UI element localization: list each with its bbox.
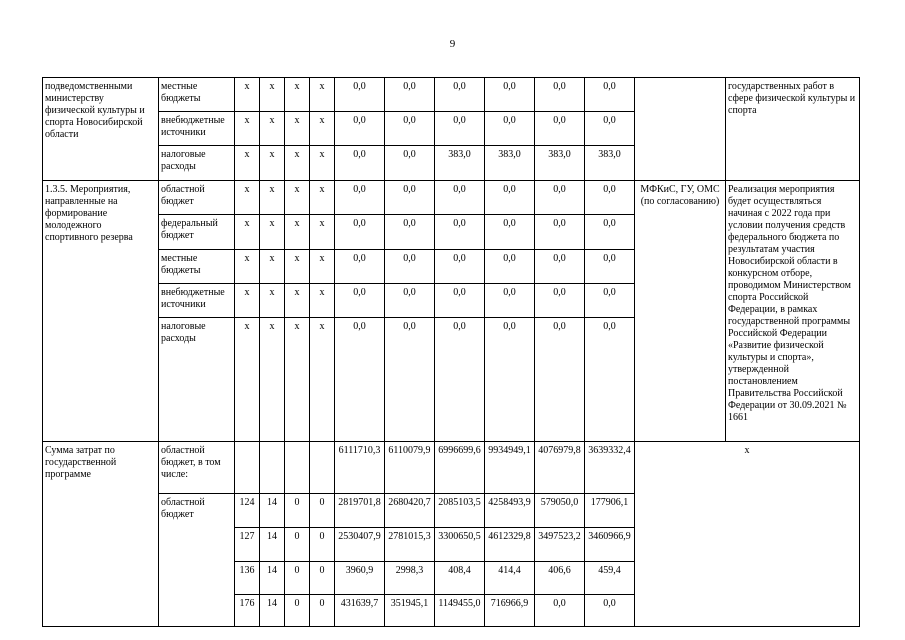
code-cell: x <box>285 112 310 146</box>
table-row <box>43 442 860 494</box>
value-cell: 0,0 <box>585 181 635 215</box>
value-cell: 0,0 <box>585 595 635 627</box>
value-cell: 0,0 <box>585 112 635 146</box>
value-cell: 0,0 <box>385 250 435 284</box>
value-cell: 0,0 <box>385 284 435 318</box>
value-cell: 3460966,9 <box>585 528 635 562</box>
value-cell: 0,0 <box>335 112 385 146</box>
budget-table <box>42 77 860 627</box>
page-number: 9 <box>449 38 456 50</box>
funding-source-cell: налоговые расходы <box>159 318 235 442</box>
code-cell: x <box>235 146 260 181</box>
value-cell: 2085103,5 <box>435 494 485 528</box>
code-cell: 0 <box>285 494 310 528</box>
value-cell: 0,0 <box>585 318 635 442</box>
value-cell: 0,0 <box>435 78 485 112</box>
code-cell: x <box>235 318 260 442</box>
value-cell: 3960,9 <box>335 562 385 595</box>
value-cell: 0,0 <box>485 318 535 442</box>
total-note-cell: x <box>635 442 860 627</box>
value-cell: 0,0 <box>335 250 385 284</box>
value-cell: 4612329,8 <box>485 528 535 562</box>
value-cell: 0,0 <box>435 284 485 318</box>
code-cell: x <box>285 215 310 250</box>
code-cell: 0 <box>310 595 335 627</box>
code-cell: x <box>260 146 285 181</box>
value-cell: 0,0 <box>485 215 535 250</box>
value-cell: 0,0 <box>435 181 485 215</box>
value-cell: 579050,0 <box>535 494 585 528</box>
code-cell: x <box>235 250 260 284</box>
value-cell: 0,0 <box>485 284 535 318</box>
value-cell: 431639,7 <box>335 595 385 627</box>
funding-source-cell: налоговые расходы <box>159 146 235 181</box>
code-cell: x <box>285 78 310 112</box>
code-cell: x <box>285 181 310 215</box>
code-cell: 0 <box>310 494 335 528</box>
code-cell: 0 <box>285 595 310 627</box>
value-cell: 383,0 <box>585 146 635 181</box>
value-cell: 2530407,9 <box>335 528 385 562</box>
value-cell: 459,4 <box>585 562 635 595</box>
funding-source-cell: областной бюджет <box>159 181 235 215</box>
value-cell: 0,0 <box>485 78 535 112</box>
code-cell: 127 <box>235 528 260 562</box>
executor-cell: МФКиС, ГУ, ОМС (по согласованию) <box>635 181 726 442</box>
code-cell: 176 <box>235 595 260 627</box>
value-cell: 0,0 <box>385 215 435 250</box>
code-cell: x <box>260 78 285 112</box>
value-cell: 0,0 <box>535 284 585 318</box>
funding-source-cell: федеральный бюджет <box>159 215 235 250</box>
total-name-cell: Сумма затрат по государственной программе <box>43 442 159 627</box>
code-cell: x <box>285 250 310 284</box>
value-cell: 3639332,4 <box>585 442 635 494</box>
code-cell: x <box>260 250 285 284</box>
value-cell: 0,0 <box>335 78 385 112</box>
table-row <box>43 181 860 215</box>
code-cell: 14 <box>260 562 285 595</box>
value-cell: 408,4 <box>435 562 485 595</box>
code-cell: x <box>260 215 285 250</box>
value-cell: 0,0 <box>485 181 535 215</box>
code-cell: x <box>235 181 260 215</box>
value-cell: 9934949,1 <box>485 442 535 494</box>
note-cell: Реализация мероприятия будет осуществляться начиная с 2022 года при условии получения средств федерального бюджета по результатам участия Новосибирской области в конкурсном отборе, проводимом Министерством спорта Российской Федерации, в рамках государственной программы Российской Федерации «Развитие физической культуры и спорта», утвержденной постановлением Правительства Российской Федерации от 30.09.2021 № 1661 <box>726 181 860 442</box>
value-cell: 0,0 <box>435 215 485 250</box>
value-cell: 0,0 <box>335 215 385 250</box>
value-cell: 4258493,9 <box>485 494 535 528</box>
value-cell: 0,0 <box>335 181 385 215</box>
value-cell: 0,0 <box>435 318 485 442</box>
value-cell: 0,0 <box>535 318 585 442</box>
value-cell: 0,0 <box>385 78 435 112</box>
value-cell: 3300650,5 <box>435 528 485 562</box>
value-cell: 1149455,0 <box>435 595 485 627</box>
value-cell: 0,0 <box>335 146 385 181</box>
code-cell: x <box>310 146 335 181</box>
code-cell <box>235 442 260 494</box>
value-cell: 0,0 <box>535 215 585 250</box>
table-body <box>43 78 860 627</box>
code-cell: x <box>310 250 335 284</box>
value-cell: 2680420,7 <box>385 494 435 528</box>
code-cell <box>310 442 335 494</box>
value-cell: 2998,3 <box>385 562 435 595</box>
value-cell: 6996699,6 <box>435 442 485 494</box>
note-cell: государственных работ в сфере физической культуры и спорта <box>726 78 860 181</box>
code-cell: 14 <box>260 494 285 528</box>
funding-source-cell: областной бюджет, в том числе: <box>159 442 235 494</box>
funding-source-cell: областной бюджет <box>159 494 235 627</box>
value-cell: 0,0 <box>535 595 585 627</box>
activity-name-cell: подведомственными министерству физической культуры и спорта Новосибирской области <box>43 78 159 181</box>
code-cell: x <box>310 112 335 146</box>
code-cell: x <box>260 112 285 146</box>
value-cell: 0,0 <box>385 146 435 181</box>
value-cell: 6110079,9 <box>385 442 435 494</box>
code-cell: 14 <box>260 595 285 627</box>
value-cell: 0,0 <box>435 112 485 146</box>
value-cell: 383,0 <box>485 146 535 181</box>
activity-name-cell: 1.3.5. Мероприятия, направленные на формирование молодежного спортивного резерва <box>43 181 159 442</box>
value-cell: 0,0 <box>385 318 435 442</box>
value-cell: 0,0 <box>535 78 585 112</box>
value-cell: 0,0 <box>535 181 585 215</box>
value-cell: 0,0 <box>485 112 535 146</box>
value-cell: 0,0 <box>585 78 635 112</box>
value-cell: 0,0 <box>585 250 635 284</box>
value-cell: 2781015,3 <box>385 528 435 562</box>
code-cell: x <box>285 146 310 181</box>
funding-source-cell: внебюджетные источники <box>159 284 235 318</box>
code-cell: x <box>310 318 335 442</box>
value-cell: 406,6 <box>535 562 585 595</box>
value-cell: 4076979,8 <box>535 442 585 494</box>
value-cell: 0,0 <box>535 112 585 146</box>
value-cell: 716966,9 <box>485 595 535 627</box>
code-cell <box>285 442 310 494</box>
value-cell: 414,4 <box>485 562 535 595</box>
value-cell: 0,0 <box>385 181 435 215</box>
value-cell: 0,0 <box>335 284 385 318</box>
code-cell: x <box>285 284 310 318</box>
value-cell: 0,0 <box>385 112 435 146</box>
code-cell: x <box>310 181 335 215</box>
code-cell: x <box>310 78 335 112</box>
executor-cell <box>635 78 726 181</box>
funding-source-cell: местные бюджеты <box>159 78 235 112</box>
code-cell: 136 <box>235 562 260 595</box>
code-cell: 124 <box>235 494 260 528</box>
funding-source-cell: местные бюджеты <box>159 250 235 284</box>
code-cell: x <box>260 284 285 318</box>
value-cell: 383,0 <box>435 146 485 181</box>
code-cell: x <box>260 318 285 442</box>
code-cell: x <box>235 112 260 146</box>
value-cell: 383,0 <box>535 146 585 181</box>
value-cell: 0,0 <box>535 250 585 284</box>
value-cell: 0,0 <box>485 250 535 284</box>
code-cell: 0 <box>310 528 335 562</box>
value-cell: 0,0 <box>435 250 485 284</box>
code-cell <box>260 442 285 494</box>
value-cell: 0,0 <box>585 284 635 318</box>
value-cell: 2819701,8 <box>335 494 385 528</box>
code-cell: x <box>260 181 285 215</box>
funding-source-cell: внебюджетные источники <box>159 112 235 146</box>
value-cell: 3497523,2 <box>535 528 585 562</box>
code-cell: x <box>310 284 335 318</box>
code-cell: x <box>235 284 260 318</box>
code-cell: 14 <box>260 528 285 562</box>
table-row <box>43 78 860 112</box>
code-cell: x <box>235 215 260 250</box>
value-cell: 6111710,3 <box>335 442 385 494</box>
code-cell: x <box>235 78 260 112</box>
value-cell: 0,0 <box>335 318 385 442</box>
value-cell: 177906,1 <box>585 494 635 528</box>
value-cell: 0,0 <box>585 215 635 250</box>
code-cell: x <box>285 318 310 442</box>
code-cell: 0 <box>310 562 335 595</box>
code-cell: 0 <box>285 562 310 595</box>
code-cell: 0 <box>285 528 310 562</box>
code-cell: x <box>310 215 335 250</box>
value-cell: 351945,1 <box>385 595 435 627</box>
